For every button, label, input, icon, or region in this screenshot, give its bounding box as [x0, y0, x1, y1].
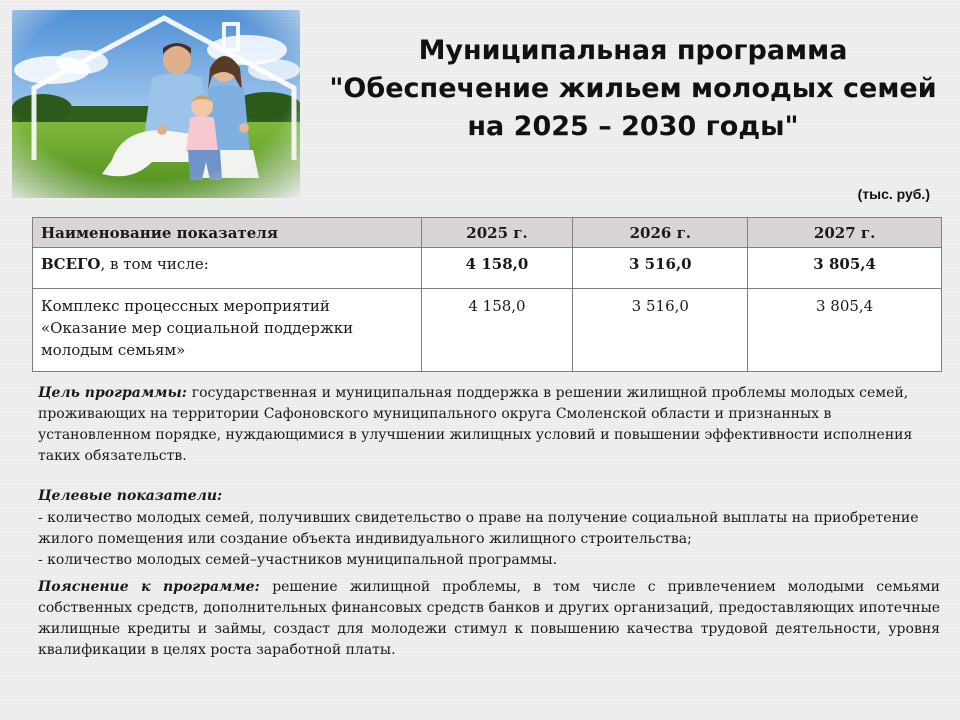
title-line-3: на 2025 – 2030 годы": [467, 111, 799, 142]
units-label: (тыс. руб.): [857, 186, 930, 202]
row-total-name-rest: , в том числе:: [100, 255, 209, 273]
target-indicators: [38, 486, 940, 571]
explanation-label: Пояснение к программе:: [38, 579, 273, 595]
row-complex-2027: 3 805,4: [748, 289, 942, 372]
explanation-text: решение жилищной проблемы, в том числе с привлечением молодыми семьями собственных средств, дополнительных финансовых средств банков и других организаций, предоставляющих ипотечные жилищные кредиты и займы, создаст для молодежи стимул к повышению качества трудовой деятельности, уровня квалификации в целях роста заработной платы.: [38, 579, 940, 658]
target-item-2: - количество молодых семей–участников муниципальной программы.: [38, 552, 558, 568]
program-goal: [38, 383, 940, 467]
row-complex-name: Комплекс процессных мероприятий «Оказание мер социальной поддержки молодым семьям»: [33, 289, 422, 372]
header-indicator-name: Наименование показателя: [33, 218, 422, 248]
row-total-2025: 4 158,0: [421, 248, 573, 289]
page-title: [318, 32, 948, 146]
targets-label: Целевые показатели:: [38, 488, 223, 504]
goal-text: государственная и муниципальная поддержка в решении жилищной проблемы молодых семей, проживающих на территории Сафоновского муниципального округа Смоленской области и признанных в установленном порядке, нуждающимися в улучшении жилищных условий и повышении эффективности исполнения таких обязательств.: [38, 385, 913, 464]
program-explanation: [38, 577, 940, 661]
row-complex-2025: 4 158,0: [421, 289, 573, 372]
row-total-name: [33, 248, 422, 289]
table-header-row: [33, 218, 942, 248]
title-line-1: Муниципальная программа: [418, 35, 848, 66]
header-2026: 2026 г.: [573, 218, 748, 248]
table-row-complex: [33, 289, 942, 372]
target-item-1: - количество молодых семей, получивших свидетельство о праве на получение социальной выплаты на приобретение жилого помещения или создание объекта индивидуального жилищного строительства;: [38, 510, 919, 547]
goal-label: Цель программы:: [38, 385, 192, 401]
table-row-total: [33, 248, 942, 289]
header-2027: 2027 г.: [748, 218, 942, 248]
row-total-2026: 3 516,0: [573, 248, 748, 289]
indicators-table: [32, 217, 942, 372]
row-complex-2026: 3 516,0: [573, 289, 748, 372]
family-house-photo: [12, 10, 300, 198]
row-total-2027: 3 805,4: [748, 248, 942, 289]
title-line-2: "Обеспечение жильем молодых семей: [329, 73, 937, 104]
header-2025: 2025 г.: [421, 218, 573, 248]
row-total-name-bold: ВСЕГО: [41, 255, 101, 273]
